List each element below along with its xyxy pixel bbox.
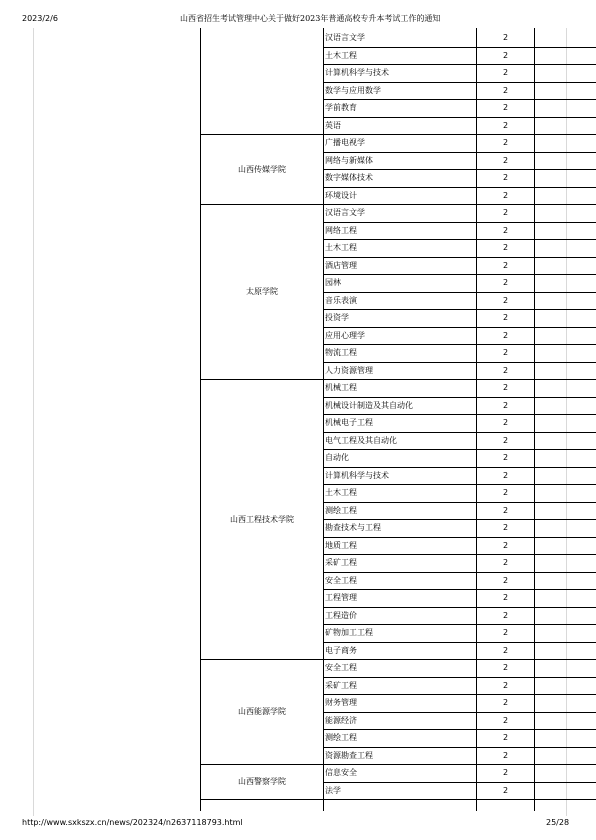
table-group-rule bbox=[200, 799, 323, 800]
quota-count-cell: 2 bbox=[502, 50, 509, 60]
quota-count-cell: 2 bbox=[502, 383, 509, 392]
major-name-cell: 安全工程 bbox=[325, 663, 357, 672]
quota-count-cell: 2 bbox=[502, 33, 509, 42]
major-name-cell: 人力资源管理 bbox=[325, 365, 373, 375]
major-name-cell: 机械电子工程 bbox=[325, 418, 373, 427]
major-name-cell: 自动化 bbox=[325, 453, 349, 462]
page-frame-right bbox=[566, 28, 567, 816]
major-name-cell: 学前教育 bbox=[325, 103, 357, 112]
page-number: 25/28 bbox=[546, 818, 570, 827]
major-name-cell: 网络工程 bbox=[325, 225, 357, 235]
major-name-cell: 土木工程 bbox=[325, 243, 357, 252]
major-name-cell: 计算机科学与技术 bbox=[325, 470, 389, 480]
quota-count-cell: 2 bbox=[502, 785, 509, 795]
school-name-cell: 山西工程技术学院 bbox=[230, 514, 294, 524]
quota-count-cell: 2 bbox=[502, 313, 509, 322]
quota-count-cell: 2 bbox=[502, 768, 509, 777]
major-name-cell: 采矿工程 bbox=[325, 558, 357, 567]
quota-count-cell: 2 bbox=[502, 295, 509, 305]
page-frame-left bbox=[33, 28, 34, 816]
quota-count-cell: 2 bbox=[502, 435, 509, 445]
quota-count-cell: 2 bbox=[502, 120, 509, 130]
major-name-cell: 能源经济 bbox=[325, 715, 357, 725]
quota-count-cell: 2 bbox=[502, 278, 509, 287]
major-name-cell: 电子商务 bbox=[325, 645, 357, 655]
quota-count-cell: 2 bbox=[502, 365, 509, 375]
major-name-cell: 汉语言文学 bbox=[325, 33, 365, 42]
quota-count-cell: 2 bbox=[502, 558, 509, 567]
major-name-cell: 工程管理 bbox=[325, 593, 357, 602]
major-name-cell: 园林 bbox=[325, 278, 341, 287]
quota-count-cell: 2 bbox=[502, 208, 509, 217]
quota-count-cell: 2 bbox=[502, 593, 509, 602]
quota-count-cell: 2 bbox=[502, 575, 509, 585]
major-name-cell: 数学与应用数学 bbox=[325, 85, 381, 95]
major-name-cell: 应用心理学 bbox=[325, 330, 365, 340]
major-name-cell: 地质工程 bbox=[325, 540, 357, 550]
page-title: 山西省招生考试管理中心关于做好2023年普通高校专升本考试工作的通知 bbox=[180, 14, 441, 23]
quota-count-cell: 2 bbox=[502, 505, 509, 515]
quota-count-cell: 2 bbox=[502, 173, 509, 182]
quota-count-cell: 2 bbox=[502, 68, 509, 77]
major-name-cell: 汉语言文学 bbox=[325, 208, 365, 217]
major-name-cell: 勘查技术与工程 bbox=[325, 523, 381, 532]
quota-count-cell: 2 bbox=[502, 680, 509, 690]
major-name-cell: 土木工程 bbox=[325, 50, 357, 60]
school-name-cell: 山西传媒学院 bbox=[238, 164, 286, 174]
quota-count-cell: 2 bbox=[502, 348, 509, 357]
major-name-cell: 采矿工程 bbox=[325, 680, 357, 690]
major-name-cell: 土木工程 bbox=[325, 488, 357, 497]
major-name-cell: 音乐表演 bbox=[325, 295, 357, 305]
quota-count-cell: 2 bbox=[502, 260, 509, 270]
quota-table bbox=[100, 28, 509, 814]
quota-count-cell: 2 bbox=[502, 330, 509, 340]
major-name-cell: 英语 bbox=[325, 120, 341, 130]
quota-count-cell: 2 bbox=[502, 523, 509, 532]
school-name-cell bbox=[201, 29, 323, 134]
print-date: 2023/2/6 bbox=[22, 14, 58, 23]
major-name-cell: 环境设计 bbox=[325, 190, 357, 200]
quota-count-cell: 2 bbox=[502, 453, 509, 462]
quota-count-cell: 2 bbox=[502, 628, 509, 637]
major-name-cell: 信息安全 bbox=[325, 768, 357, 777]
major-name-cell: 法学 bbox=[325, 785, 341, 795]
footer-url[interactable]: http://www.sxkszx.cn/news/202324/n2637118793.html bbox=[22, 818, 243, 827]
quota-count-cell: 2 bbox=[502, 715, 509, 725]
major-name-cell: 矿物加工工程 bbox=[325, 628, 373, 637]
quota-count-cell: 2 bbox=[502, 103, 509, 112]
school-name-cell: 太原学院 bbox=[246, 287, 278, 296]
quota-count-cell: 2 bbox=[502, 400, 509, 410]
quota-count-cell: 2 bbox=[502, 155, 509, 165]
major-name-cell: 投资学 bbox=[325, 313, 349, 322]
quota-count-cell: 2 bbox=[502, 488, 509, 497]
major-name-cell: 物流工程 bbox=[325, 348, 357, 357]
major-name-cell: 机械工程 bbox=[325, 383, 357, 392]
table-row-rule bbox=[323, 799, 596, 800]
school-name-cell: 山西警察学院 bbox=[238, 777, 286, 786]
quota-count-cell: 2 bbox=[502, 610, 509, 620]
major-name-cell: 计算机科学与技术 bbox=[325, 68, 389, 77]
school-name-cell: 山西能源学院 bbox=[238, 707, 286, 716]
major-name-cell: 工程造价 bbox=[325, 610, 357, 620]
major-name-cell: 数字媒体技术 bbox=[325, 173, 373, 182]
major-name-cell: 测绘工程 bbox=[325, 733, 357, 742]
quota-count-cell: 2 bbox=[502, 750, 509, 760]
quota-count-cell: 2 bbox=[502, 190, 509, 200]
major-name-cell: 酒店管理 bbox=[325, 260, 357, 270]
quota-count-cell: 2 bbox=[502, 540, 509, 550]
quota-count-cell: 2 bbox=[502, 645, 509, 655]
major-name-cell: 安全工程 bbox=[325, 575, 357, 585]
major-name-cell: 测绘工程 bbox=[325, 505, 357, 515]
quota-count-cell: 2 bbox=[502, 85, 509, 95]
major-name-cell: 广播电视学 bbox=[325, 138, 365, 147]
major-name-cell: 财务管理 bbox=[325, 698, 357, 707]
quota-count-cell: 2 bbox=[502, 698, 509, 707]
major-name-cell: 资源勘查工程 bbox=[325, 750, 373, 760]
major-name-cell: 机械设计制造及其自动化 bbox=[325, 400, 413, 410]
quota-count-cell: 2 bbox=[502, 138, 509, 147]
quota-count-cell: 2 bbox=[502, 225, 509, 235]
quota-count-cell: 2 bbox=[502, 418, 509, 427]
quota-count-cell: 2 bbox=[502, 663, 509, 672]
quota-count-cell: 2 bbox=[502, 243, 509, 252]
quota-count-cell: 2 bbox=[502, 733, 509, 742]
quota-count-cell: 2 bbox=[502, 470, 509, 480]
major-name-cell: 电气工程及其自动化 bbox=[325, 435, 397, 445]
major-name-cell: 网络与新媒体 bbox=[325, 155, 373, 165]
